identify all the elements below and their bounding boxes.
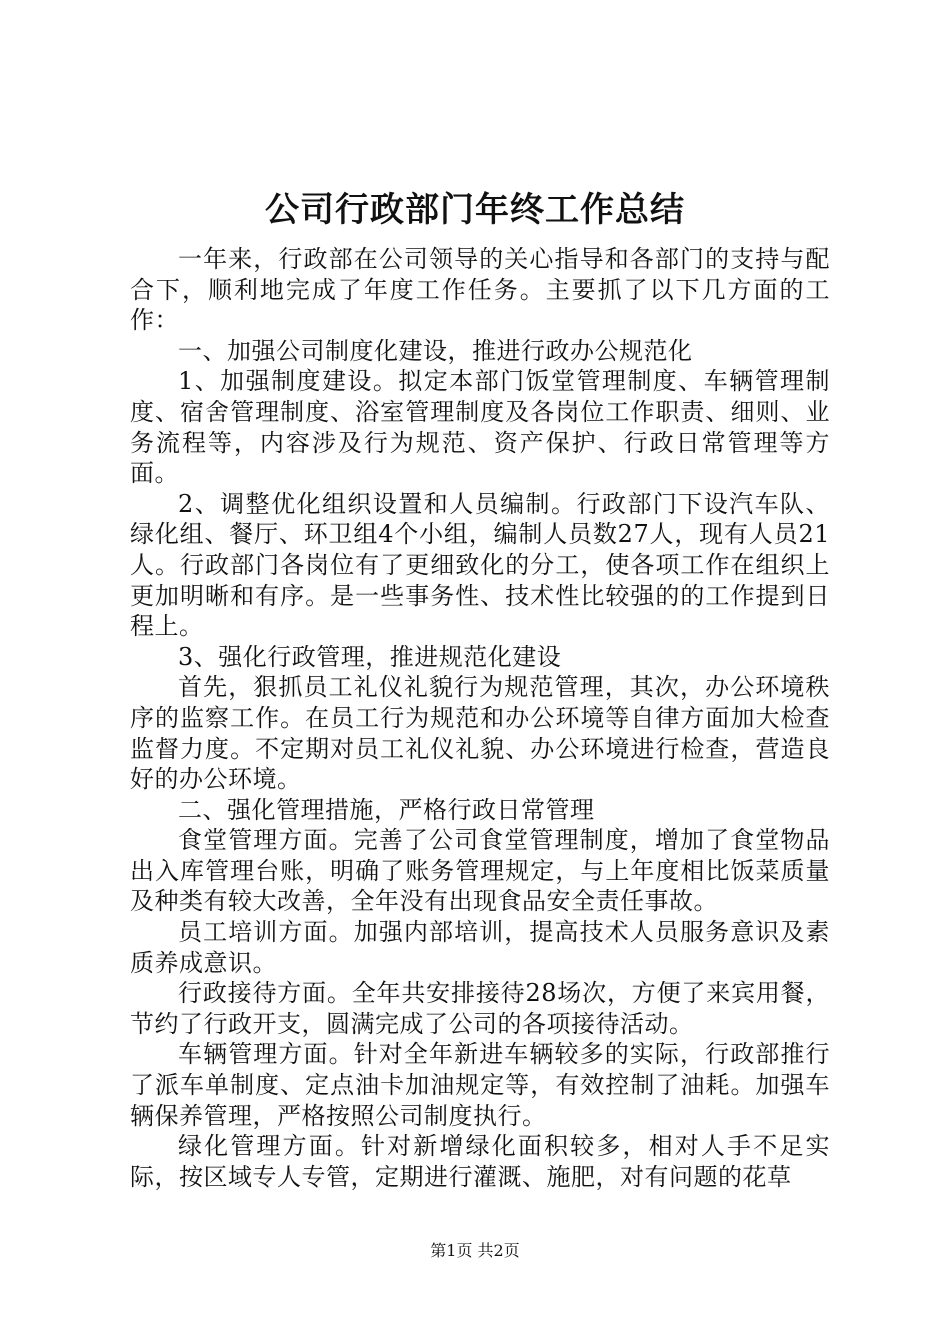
document-body	[130, 244, 830, 1192]
paragraph-reception: 行政接待方面。全年共安排接待28场次，方便了来宾用餐，节约了行政开支，圆满完成了公司的各项接待活动。	[130, 979, 830, 1038]
paragraph-item-3: 3、强化行政管理，推进规范化建设	[178, 642, 562, 671]
paragraph-office-conduct: 首先，狠抓员工礼仪礼貌行为规范管理，其次，办公环境秩序的监察工作。在员工行为规范和办公环境等自律方面加大检查监督力度。不定期对员工礼仪礼貌、办公环境进行检查，营造良好的办公环境。	[130, 673, 830, 794]
paragraph-intro: 一年来，行政部在公司领导的关心指导和各部门的支持与配合下，顺利地完成了年度工作任务。主要抓了以下几方面的工作：	[130, 245, 830, 335]
paragraph-greening: 绿化管理方面。针对新增绿化面积较多，相对人手不足实际，按区域专人专管，定期进行灌溉、施肥，对有问题的花草	[130, 1132, 830, 1191]
page-number-footer: 第1页 共2页	[430, 1241, 520, 1260]
section-heading-1: 一、加强公司制度化建设，推进行政办公规范化	[178, 336, 693, 365]
paragraph-canteen: 食堂管理方面。完善了公司食堂管理制度，增加了食堂物品出入库管理台账，明确了账务管理规定，与上年度相比饭菜质量及种类有较大改善，全年没有出现食品安全责任事故。	[130, 826, 830, 916]
paragraph-item-1: 1、加强制度建设。拟定本部门饭堂管理制度、车辆管理制度、宿舍管理制度、浴室管理制度及各岗位工作职责、细则、业务流程等，内容涉及行为规范、资产保护、行政日常管理等方面。	[130, 367, 830, 488]
paragraph-item-2: 2、调整优化组织设置和人员编制。行政部门下设汽车队、绿化组、餐厅、环卫组4个小组，编制人员数27人，现有人员21人。行政部门各岗位有了更细致化的分工，使各项工作在组织上更加明晰和有序。是一些事务性、技术性比较强的的工作提到日程上。	[130, 489, 830, 641]
document-title: 公司行政部门年终工作总结	[265, 190, 685, 230]
paragraph-training: 员工培训方面。加强内部培训，提高技术人员服务意识及素质养成意识。	[130, 918, 830, 977]
section-heading-2: 二、强化管理措施，严格行政日常管理	[178, 795, 595, 824]
paragraph-vehicles: 车辆管理方面。针对全年新进车辆较多的实际，行政部推行了派车单制度、定点油卡加油规定等，有效控制了油耗。加强车辆保养管理，严格按照公司制度执行。	[130, 1040, 830, 1130]
